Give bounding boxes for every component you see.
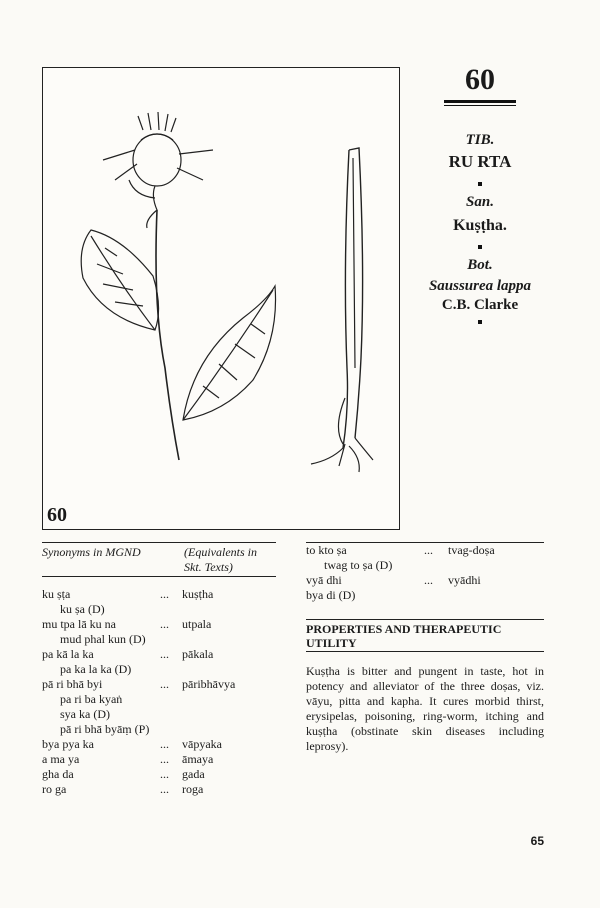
tibetan-term: ro ga	[42, 782, 67, 796]
tibetan-term: bya di (D)	[306, 588, 356, 602]
sanskrit-equivalent: vāpyaka	[182, 737, 222, 751]
title-block	[412, 62, 548, 324]
leader-dots: ...	[160, 647, 169, 661]
leader-dots: ...	[160, 767, 169, 781]
bot-label: Bot.	[467, 257, 493, 273]
leader-dots	[424, 588, 448, 603]
title-rule	[444, 100, 516, 103]
sanskrit-equivalent: vyādhi	[448, 573, 481, 587]
bullet-separator	[478, 320, 482, 324]
synonym-row	[42, 647, 276, 662]
synonym-row	[42, 662, 276, 677]
synonym-row	[42, 617, 276, 632]
synonym-list	[306, 543, 544, 603]
leader-dots: ...	[160, 617, 169, 631]
tibetan-term: bya pya ka	[42, 737, 94, 751]
properties-text: Kuṣṭha is bitter and pungent in taste, hot in potency and alleviator of the three doṣas, viz. vāyu, pitta and kapha. It cures morbid thirst, erysipelas, poisoning, ring-worm, itching and kuṣṭha (obstinate skin diseases including leprosy).	[306, 664, 544, 753]
tibetan-term: mu tpa lā ku na	[42, 617, 116, 631]
tibetan-term: pa kā la ka	[42, 647, 94, 661]
tibetan-term: pā ri bhā byāṃ (P)	[60, 722, 150, 736]
tibetan-term: ku ṣṭa	[42, 587, 71, 601]
leader-dots: ...	[424, 573, 433, 587]
tibetan-term: ku ṣa (D)	[60, 602, 105, 616]
section-rule	[306, 651, 544, 652]
synonyms-column-right	[306, 542, 544, 754]
tibetan-term: pā ri bhā byi	[42, 677, 103, 691]
sanskrit-equivalent	[448, 588, 544, 603]
plant-illustration	[43, 68, 398, 528]
tibetan-term: gha da	[42, 767, 74, 781]
leader-dots: ...	[160, 677, 169, 691]
sanskrit-equivalent: gada	[182, 767, 205, 781]
tibetan-term: mud phal kun (D)	[60, 632, 146, 646]
title-rule-thin	[444, 105, 516, 106]
tib-label: TIB.	[465, 132, 495, 148]
synonyms-column-left	[42, 542, 276, 797]
tib-name: RU RTA	[448, 152, 512, 171]
header-left: Synonyms in MGND	[42, 545, 141, 559]
leader-dots: ...	[160, 752, 169, 766]
synonym-row	[42, 722, 276, 737]
tibetan-term: to kto ṣa	[306, 543, 347, 557]
synonym-row	[42, 587, 276, 602]
sanskrit-equivalent: kuṣṭha	[182, 587, 214, 601]
synonym-row	[42, 677, 276, 692]
tibetan-term: sya ka (D)	[60, 707, 110, 721]
bot-author: C.B. Clarke	[441, 297, 519, 313]
synonym-row	[42, 737, 276, 752]
synonym-row	[42, 752, 276, 767]
entry-number: 60	[465, 63, 495, 96]
sanskrit-equivalent: roga	[182, 782, 204, 796]
synonym-row	[306, 543, 544, 558]
tibetan-term: twag to ṣa (D)	[324, 558, 393, 572]
synonym-row	[42, 707, 276, 722]
san-name: Kuṣṭha.	[453, 217, 507, 234]
synonym-row	[306, 558, 544, 573]
tibetan-term: a ma ya	[42, 752, 80, 766]
bullet-separator	[478, 182, 482, 186]
plate-number: 60	[47, 504, 67, 526]
san-label: San.	[466, 194, 494, 210]
leader-dots: ...	[160, 587, 169, 601]
synonym-row	[42, 632, 276, 647]
leader-dots: ...	[424, 543, 433, 557]
synonym-row	[42, 692, 276, 707]
bullet-separator	[478, 245, 482, 249]
tibetan-term: pa ri ba kyaṅ	[60, 692, 123, 706]
page-number: 65	[530, 834, 544, 848]
header-right: (Equivalents in Skt. Texts)	[184, 545, 257, 574]
synonym-row	[42, 602, 276, 617]
botanical-plate	[42, 67, 400, 530]
leader-dots: ...	[160, 737, 169, 751]
sanskrit-equivalent: utpala	[182, 617, 212, 631]
leader-dots: ...	[160, 782, 169, 796]
sanskrit-equivalent: pākala	[182, 647, 214, 661]
bot-name: Saussurea lappa	[428, 278, 532, 294]
sanskrit-equivalent: tvag-doṣa	[448, 543, 495, 557]
sanskrit-equivalent: āmaya	[182, 752, 214, 766]
synonym-row	[42, 782, 276, 797]
header-rule	[42, 576, 276, 577]
synonym-list	[42, 587, 276, 797]
sanskrit-equivalent: pāribhāvya	[182, 677, 236, 691]
properties-title: PROPERTIES AND THERAPEUTIC UTILITY	[306, 622, 502, 650]
tibetan-term: pa ka la ka (D)	[60, 662, 132, 676]
synonym-row	[306, 573, 544, 588]
synonym-row	[306, 588, 544, 603]
synonym-row	[42, 767, 276, 782]
synonyms-header	[42, 543, 276, 576]
tibetan-term: vyā dhi	[306, 573, 342, 587]
